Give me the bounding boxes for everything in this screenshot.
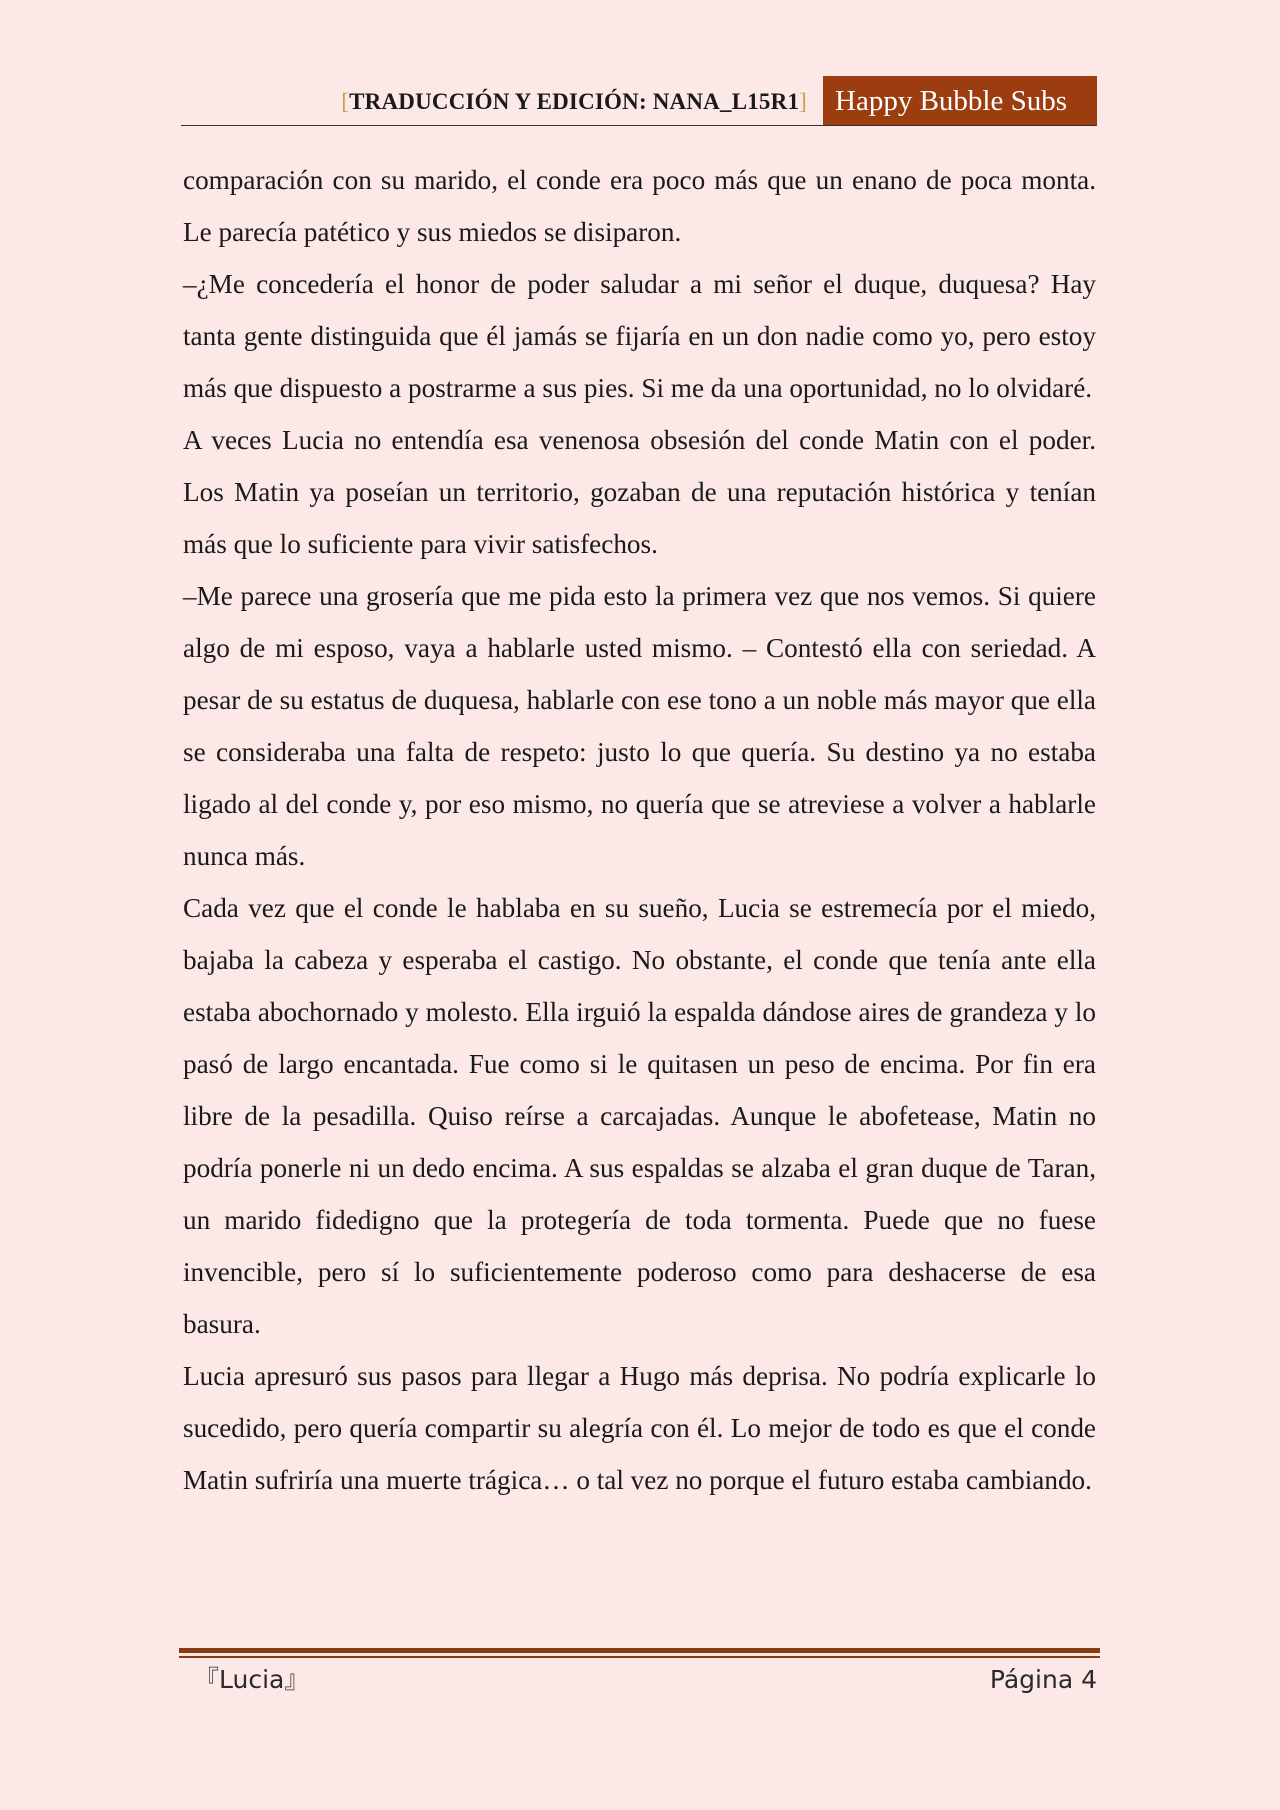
- paragraph: Lucia apresuró sus pasos para llegar a Hugo más deprisa. No podría explicarle lo sucedido, pero quería compartir su alegría con él. Lo mejor de todo es que el conde Matin sufriría una muerte trágica… o tal vez no porque el futuro estaba cambiando.: [183, 1361, 1096, 1495]
- body-text: [183, 154, 1096, 1506]
- paragraph: A veces Lucia no entendía esa venenosa obsesión del conde Matin con el poder. Los Matin ya poseían un territorio, gozaban de una reputación histórica y tenían más que lo suficiente para vivir satisfechos.: [183, 425, 1096, 559]
- brand-label: Happy Bubble Subs: [823, 76, 1097, 126]
- credit-text: TRADUCCIÓN Y EDICIÓN: NANA_L15R1: [349, 89, 800, 114]
- page-number: Página 4: [989, 1665, 1097, 1694]
- footer-book-title: 『Lucia』: [194, 1665, 310, 1694]
- paragraph: Cada vez que el conde le hablaba en su sueño, Lucia se estremecía por el miedo, bajaba la cabeza y esperaba el castigo. No obstante, el conde que tenía ante ella estaba abochornado y molesto. Ella irguió la espalda dándose aires de grandeza y lo pasó de largo encantada. Fue como si le quitasen un peso de encima. Por fin era libre de la pesadilla. Quiso reírse a carcajadas. Aunque le abofetease, Matin no podría ponerle ni un dedo encima. A sus espaldas se alzaba el gran duque de Taran, un marido fidedigno que la protegería de toda tormenta. Puede que no fuese invencible, pero sí lo suficientemente poderoso como para deshacerse de esa basura.: [183, 893, 1096, 1339]
- footer-rule-thin: [179, 1656, 1100, 1658]
- translation-credit: [341, 89, 807, 115]
- paragraph: comparación con su marido, el conde era poco más que un enano de poca monta. Le parecía patético y sus miedos se disiparon.: [183, 165, 1096, 247]
- page-header: [181, 76, 1097, 126]
- header-rule: [181, 125, 1097, 126]
- credit-bracket-close: ]: [799, 89, 807, 114]
- paragraph: –¿Me concedería el honor de poder saludar a mi señor el duque, duquesa? Hay tanta gente distinguida que él jamás se fijaría en un don nadie como yo, pero estoy más que dispuesto a postrarme a sus pies. Si me da una oportunidad, no lo olvidaré.: [183, 269, 1096, 403]
- footer-rule: [179, 1648, 1100, 1653]
- paragraph: –Me parece una grosería que me pida esto la primera vez que nos vemos. Si quiere algo de mi esposo, vaya a hablarle usted mismo. – Contestó ella con seriedad. A pesar de su estatus de duquesa, hablarle con ese tono a un noble más mayor que ella se consideraba una falta de respeto: justo lo que quería. Su destino ya no estaba ligado al del conde y, por eso mismo, no quería que se atreviese a volver a hablarle nunca más.: [183, 581, 1096, 871]
- credit-bracket-open: [: [341, 89, 350, 114]
